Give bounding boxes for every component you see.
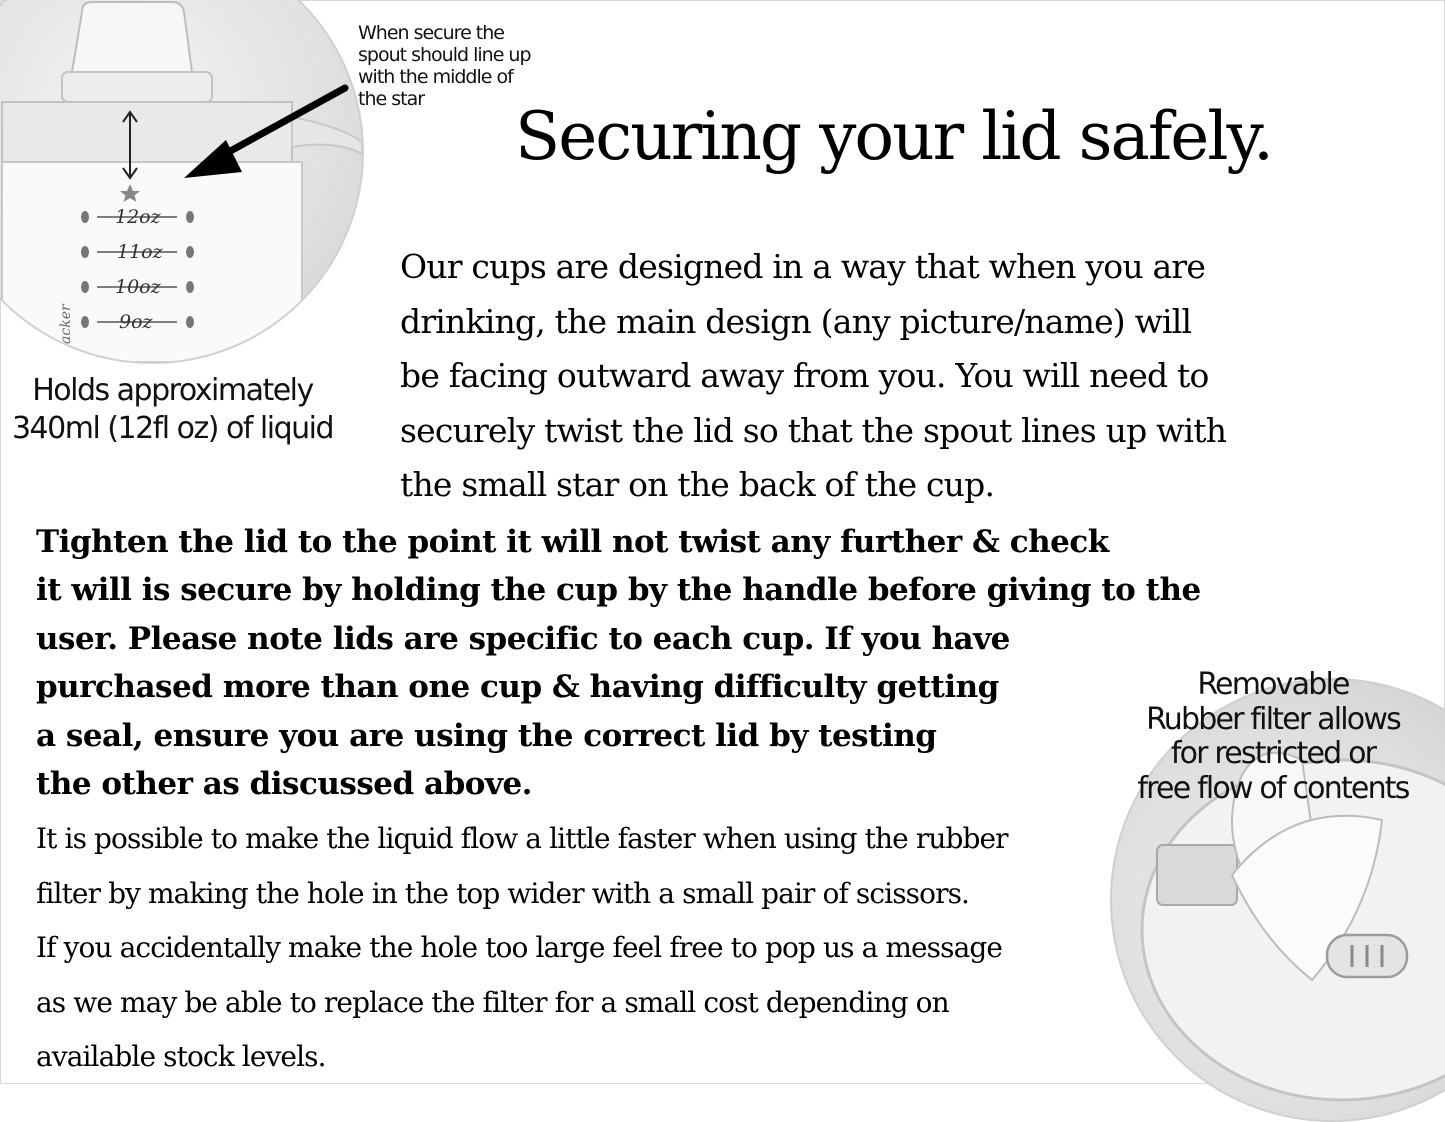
instruction-line: Tighten the lid to the point it will not twist any further & check: [36, 524, 1109, 560]
capacity-line: Holds approximately: [32, 373, 313, 408]
instruction-line: purchased more than one cup & having difficulty getting: [36, 669, 999, 706]
intro-line: securely twist the lid so that the spout lines up with: [400, 410, 1227, 450]
intro-line: the small star on the back of the cup.: [400, 465, 995, 504]
intro-line: be facing outward away from you. You will need to: [400, 356, 1209, 395]
cup-mark-12oz: 12oz: [115, 206, 161, 228]
filter-tips-paragraph: [36, 812, 1136, 1085]
filter-tip-line: available stock levels.: [36, 1040, 326, 1073]
spout-note-line: with the middle of: [358, 66, 513, 88]
intro-paragraph: [400, 240, 1400, 513]
pointer-arrow-icon: [170, 80, 370, 190]
spout-note-line: When secure the: [358, 22, 504, 44]
filter-caption-line: Removable: [1197, 667, 1349, 702]
capacity-line: 340ml (12fl oz) of liquid: [11, 411, 334, 446]
spout-note-line: spout should line up: [358, 44, 531, 66]
cup-mark-10oz: 10oz: [115, 276, 161, 298]
filter-tip-line: If you accidentally make the hole too large feel free to pop us a message: [36, 931, 1003, 964]
filter-caption-line: Rubber filter allows: [1146, 701, 1400, 737]
filter-caption-line: for restricted or: [1170, 736, 1376, 771]
page-title: Securing your lid safely.: [515, 98, 1272, 175]
instruction-line: user. Please note lids are specific to each cup. If you have: [36, 620, 1010, 657]
filter-tip-line: as we may be able to replace the filter for a small cost depending on: [36, 985, 949, 1019]
filter-caption-line: free flow of contents: [1137, 770, 1409, 806]
filter-tip-line: filter by making the hole in the top wider with a small pair of scissors.: [36, 876, 970, 910]
cup-side-text: Tracker: [58, 304, 74, 360]
intro-line: Our cups are designed in a way that when you are: [400, 247, 1206, 286]
instruction-line: it will is secure by holding the cup by the handle before giving to the: [36, 572, 1201, 609]
capacity-caption: [0, 372, 345, 448]
intro-line: drinking, the main design (any picture/name) will: [400, 301, 1192, 341]
instruction-line: a seal, ensure you are using the correct lid by testing: [36, 717, 937, 754]
instruction-line: the other as discussed above.: [36, 766, 532, 803]
cup-mark-9oz: 9oz: [119, 311, 153, 333]
filter-tip-line: It is possible to make the liquid flow a little faster when using the rubber: [36, 822, 1008, 855]
spout-note-line: the star: [358, 88, 425, 110]
filter-caption: [1108, 668, 1438, 806]
cup-mark-11oz: 11oz: [117, 241, 163, 263]
